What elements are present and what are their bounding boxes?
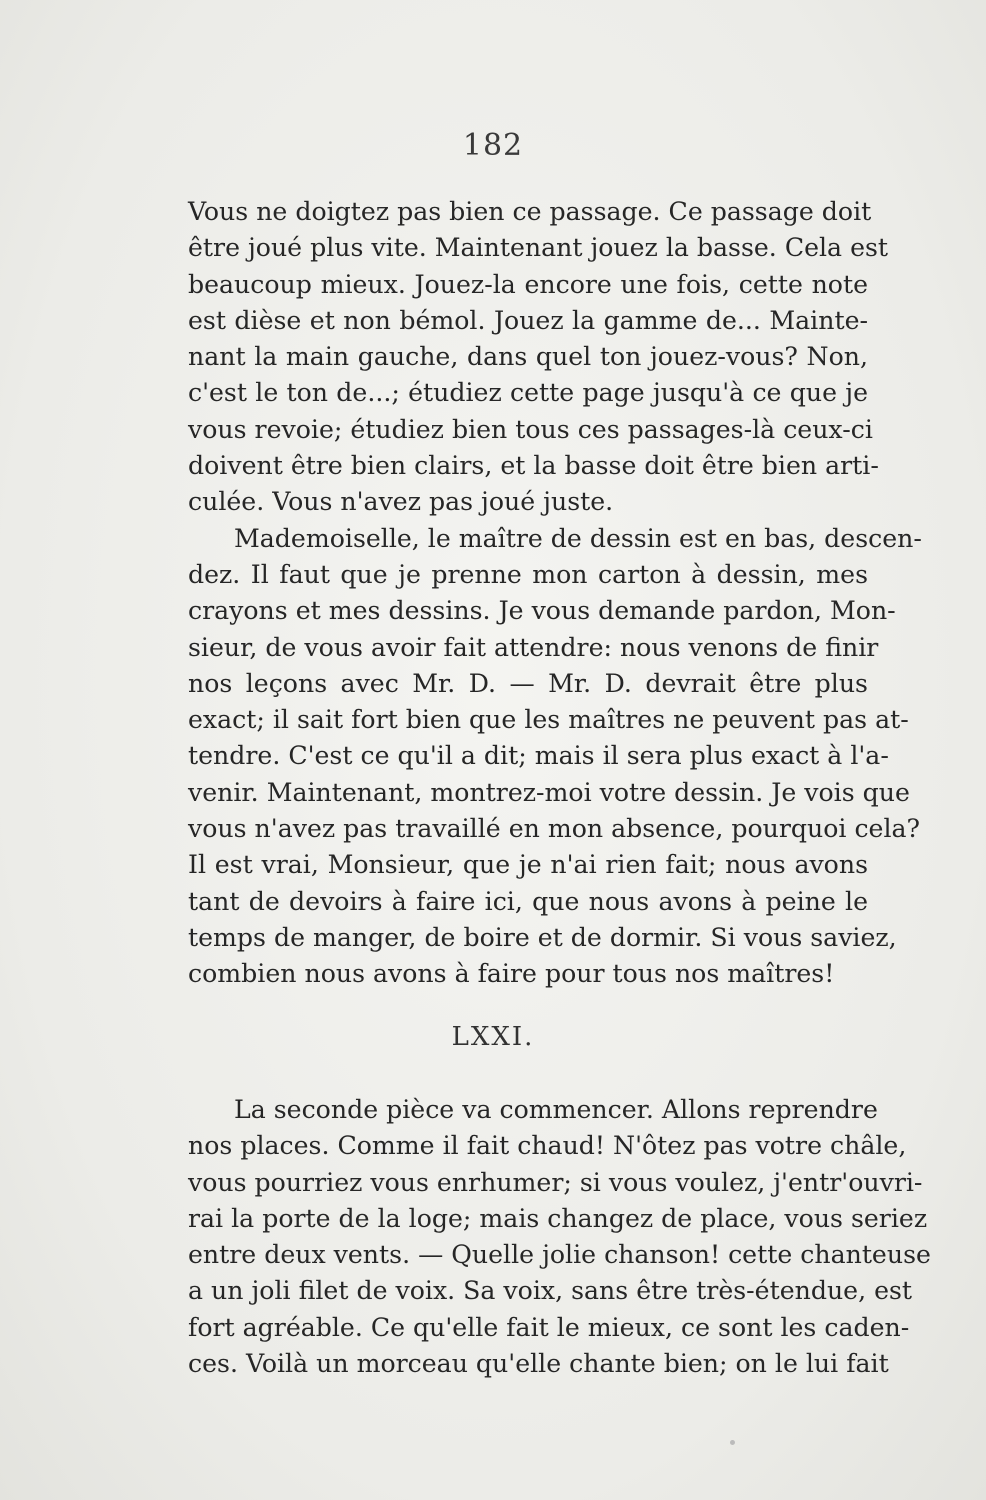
text-line: c'est le ton de...; étudiez cette page jusqu'à ce que je xyxy=(188,378,868,408)
text-line: combien nous avons à faire pour tous nos maîtres! xyxy=(188,959,835,989)
text-line: nant la main gauche, dans quel ton jouez-vous? Non, xyxy=(188,342,868,372)
text-line: nos places. Comme il fait chaud! N'ôtez pas votre châle, xyxy=(188,1131,907,1161)
text-line: dez. Il faut que je prenne mon carton à dessin, mes xyxy=(188,559,868,589)
text-line: Vous ne doigtez pas bien ce passage. Ce passage doit xyxy=(188,197,872,226)
text-line: culée. Vous n'avez pas joué juste. xyxy=(188,487,614,517)
text-line: tant de devoirs à faire ici, que nous avons à peine le xyxy=(188,886,868,916)
text-line: entre deux vents. — Quelle jolie chanson! cette chanteuse xyxy=(188,1240,931,1270)
section-heading: LXXI. xyxy=(451,1022,535,1052)
text-line: Mademoiselle, le maître de dessin est en bas, descen- xyxy=(234,523,922,553)
text-line: fort agréable. Ce qu'elle fait le mieux, ce sont les caden- xyxy=(188,1312,910,1342)
text-line: a un joli filet de voix. Sa voix, sans être très-étendue, est xyxy=(188,1276,913,1306)
text-line: exact; il sait fort bien que les maîtres ne peuvent pas at- xyxy=(188,705,909,735)
text-line: vous n'avez pas travaillé en mon absence, pourquoi cela? xyxy=(188,814,921,844)
text-line: tendre. C'est ce qu'il a dit; mais il sera plus exact à l'a- xyxy=(188,741,889,771)
text-line: crayons et mes dessins. Je vous demande pardon, Mon- xyxy=(188,596,896,626)
text-line: ces. Voilà un morceau qu'elle chante bien; on le lui fait xyxy=(188,1349,889,1379)
paragraph-block-1 xyxy=(188,194,922,993)
text-line: vous pourriez vous enrhumer; si vous voulez, j'entr'ouvri- xyxy=(188,1167,923,1197)
text-line: doivent être bien clairs, et la basse doit être bien arti- xyxy=(188,451,879,481)
text-line: temps de manger, de boire et de dormir. Si vous saviez, xyxy=(188,922,897,952)
text-line: rai la porte de la loge; mais changez de place, vous seriez xyxy=(188,1203,928,1233)
text-line: sieur, de vous avoir fait attendre: nous venons de finir xyxy=(188,632,879,662)
text-line: La seconde pièce va commencer. Allons reprendre xyxy=(234,1095,878,1124)
text-line: vous revoie; étudiez bien tous ces passages-là ceux-ci xyxy=(188,414,873,444)
text-line: nos leçons avec Mr. D. — Mr. D. devrait être plus xyxy=(188,668,868,698)
text-line: être joué plus vite. Maintenant jouez la basse. Cela est xyxy=(188,233,889,263)
paragraph-block-2 xyxy=(188,1092,931,1382)
text-line: est dièse et non bémol. Jouez la gamme de... Mainte- xyxy=(188,305,868,335)
page-number: 182 xyxy=(462,128,524,163)
text-line: venir. Maintenant, montrez-moi votre dessin. Je vois que xyxy=(188,777,910,807)
text-line: beaucoup mieux. Jouez-la encore une fois, cette note xyxy=(188,269,868,299)
text-line: Il est vrai, Monsieur, que je n'ai rien fait; nous avons xyxy=(188,850,868,880)
paper-speck xyxy=(730,1440,735,1445)
